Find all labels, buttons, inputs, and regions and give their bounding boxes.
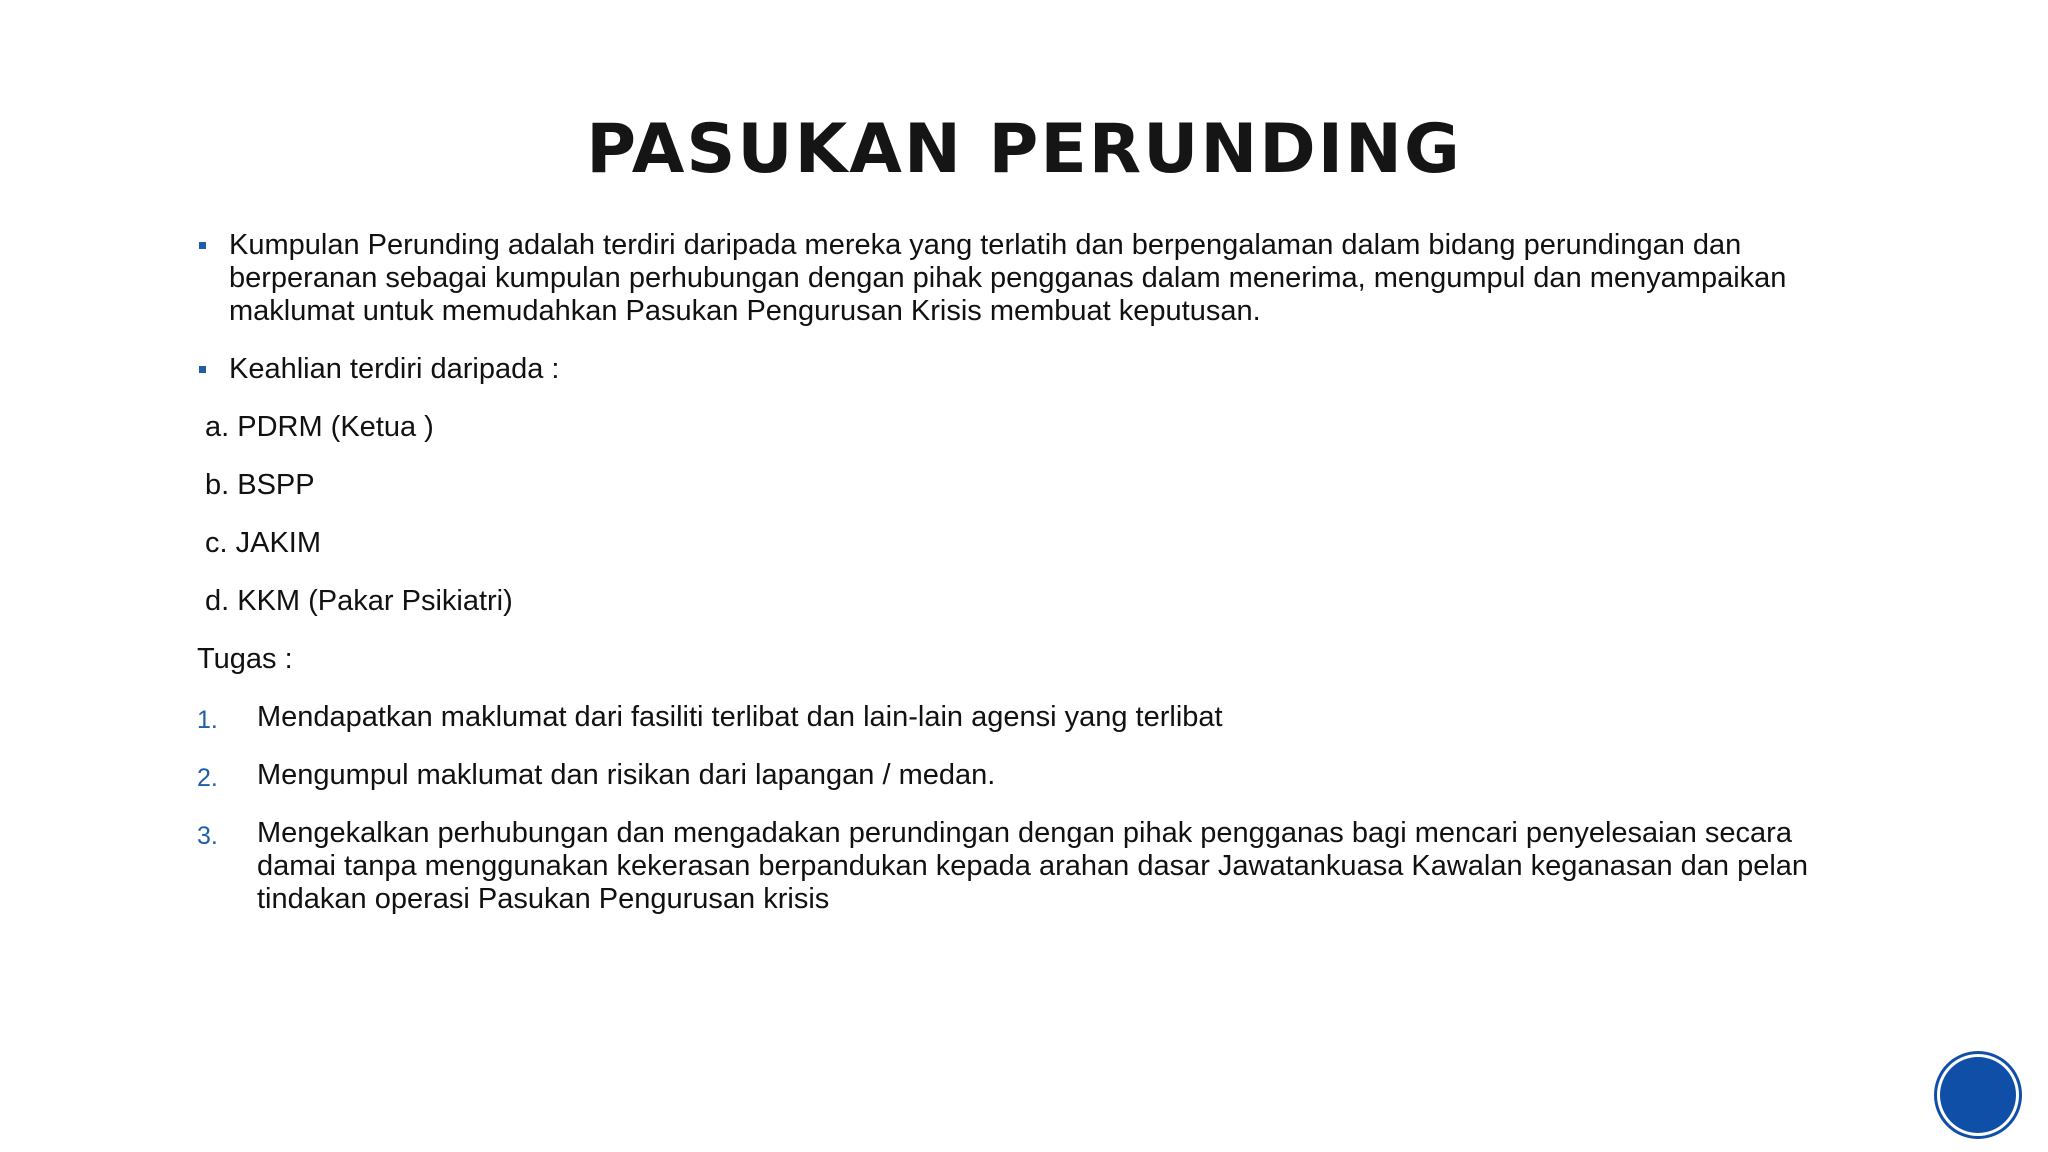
member-item: c. JAKIM [205,527,322,559]
member-item: a. PDRM (Ketua ) [205,411,434,443]
slide-content [197,229,1897,941]
task-text: Mendapatkan maklumat dari fasiliti terlibat dan lain-lain agensi yang terlibat [257,701,1223,733]
bullet-text: Kumpulan Perunding adalah terdiri daripada mereka yang terlatih dan berpengalaman dalam bidang perundingan dan berperanan sebagai kumpulan perhubungan dengan pihak pengganas dalam menerima, mengumpul dan menyampaikan maklumat untuk memudahkan Pasukan Pengurusan Krisis membuat keputusan. [229,229,1787,327]
task-number: 3. [197,822,218,850]
member-item: d. KKM (Pakar Psikiatri) [205,585,513,617]
square-bullet-icon [199,366,206,373]
task-text: Mengekalkan perhubungan dan mengadakan perundingan dengan pihak pengganas bagi mencari penyelesaian secara damai tanpa menggunakan kekerasan berpandukan kepada arahan dasar Jawatankuasa Kawalan keganasan dan pelan tindakan operasi Pasukan Pengurusan krisis [257,817,1809,915]
task-number: 2. [197,764,218,792]
member-item: b. BSPP [205,469,315,501]
slide-title: PASUKAN PERUNDING [586,110,1462,189]
circle-badge-icon [1940,1057,2016,1133]
task-number: 1. [197,706,218,734]
bullet-text: Keahlian terdiri daripada : [229,353,560,385]
task-text: Mengumpul maklumat dan risikan dari lapangan / medan. [257,759,996,791]
task-item [197,759,1897,792]
task-item [197,701,1897,734]
tugas-label: Tugas : [197,643,293,675]
bullet-item [197,353,1897,386]
square-bullet-icon [199,242,206,249]
task-item [197,817,1897,916]
bullet-item [197,229,1897,328]
